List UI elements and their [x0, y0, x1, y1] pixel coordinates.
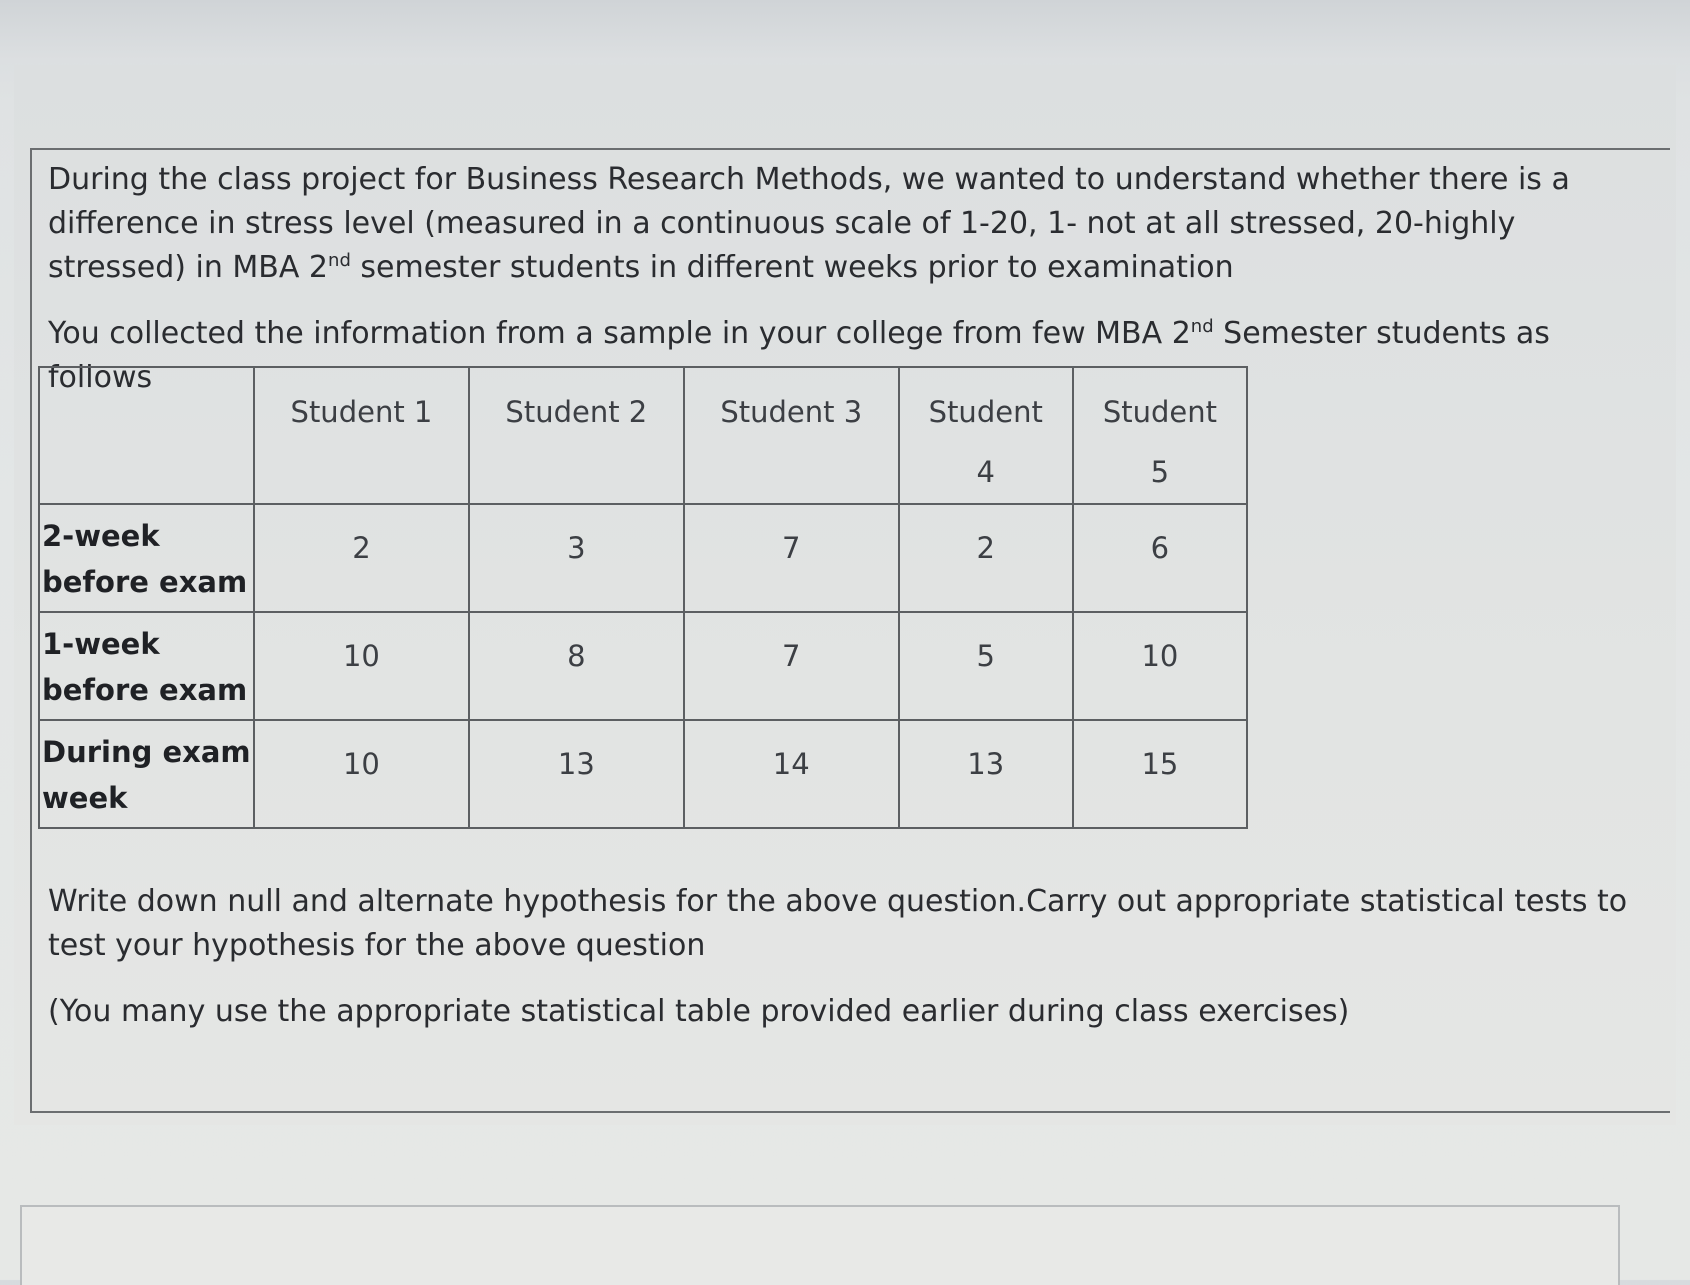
row-label: 1-week before exam — [39, 612, 254, 720]
row-label: During exam week — [39, 720, 254, 828]
column-header: Student 5 — [1073, 367, 1247, 504]
question-intro — [48, 158, 1638, 290]
top-strip — [0, 0, 1690, 60]
column-header: Student 4 — [899, 367, 1073, 504]
intro-text-b: semester students in different weeks prior to examination — [350, 250, 1234, 285]
table-header-row — [39, 367, 1247, 504]
table-cell: 3 — [469, 504, 684, 612]
answer-input-area[interactable] — [20, 1205, 1620, 1285]
table-cell: 14 — [684, 720, 899, 828]
table-cell: 10 — [1073, 612, 1247, 720]
intro-superscript: nd — [328, 250, 351, 271]
table-cell: 7 — [684, 612, 899, 720]
column-header: Student 3 — [684, 367, 899, 504]
table-cell: 6 — [1073, 504, 1247, 612]
stress-data-table — [38, 366, 1248, 829]
intro-text-a: During the class project for Business Research Methods, we wanted to understand whether there is a difference in stress level (measured in a continuous scale of 1-20, 1- not at all stressed, 20-highly stressed) in MBA 2 — [48, 162, 1570, 285]
table-row — [39, 612, 1247, 720]
table-cell: 8 — [469, 612, 684, 720]
table-row — [39, 504, 1247, 612]
table-cell: 13 — [899, 720, 1073, 828]
table-row — [39, 720, 1247, 828]
task-instructions: Write down null and alternate hypothesis for the above question.Carry out appropriate statistical tests to test your hypothesis for the above question — [48, 884, 1628, 963]
table-cell: 2 — [254, 504, 469, 612]
collected-text-a: You collected the information from a sample in your college from few MBA 2 — [48, 316, 1191, 351]
table-corner-cell — [39, 367, 254, 504]
table-cell: 10 — [254, 720, 469, 828]
collected-superscript: nd — [1190, 316, 1214, 337]
table-cell: 7 — [684, 504, 899, 612]
table-cell: 13 — [469, 720, 684, 828]
table-cell: 15 — [1073, 720, 1247, 828]
table-note: (You many use the appropriate statistical table provided earlier during class exercises) — [48, 994, 1350, 1029]
table-cell: 2 — [899, 504, 1073, 612]
table-cell: 10 — [254, 612, 469, 720]
row-label: 2-week before exam — [39, 504, 254, 612]
table-cell: 5 — [899, 612, 1073, 720]
column-header: Student 2 — [469, 367, 684, 504]
column-header: Student 1 — [254, 367, 469, 504]
collected-text-b: Semester students as follows — [48, 316, 1550, 395]
